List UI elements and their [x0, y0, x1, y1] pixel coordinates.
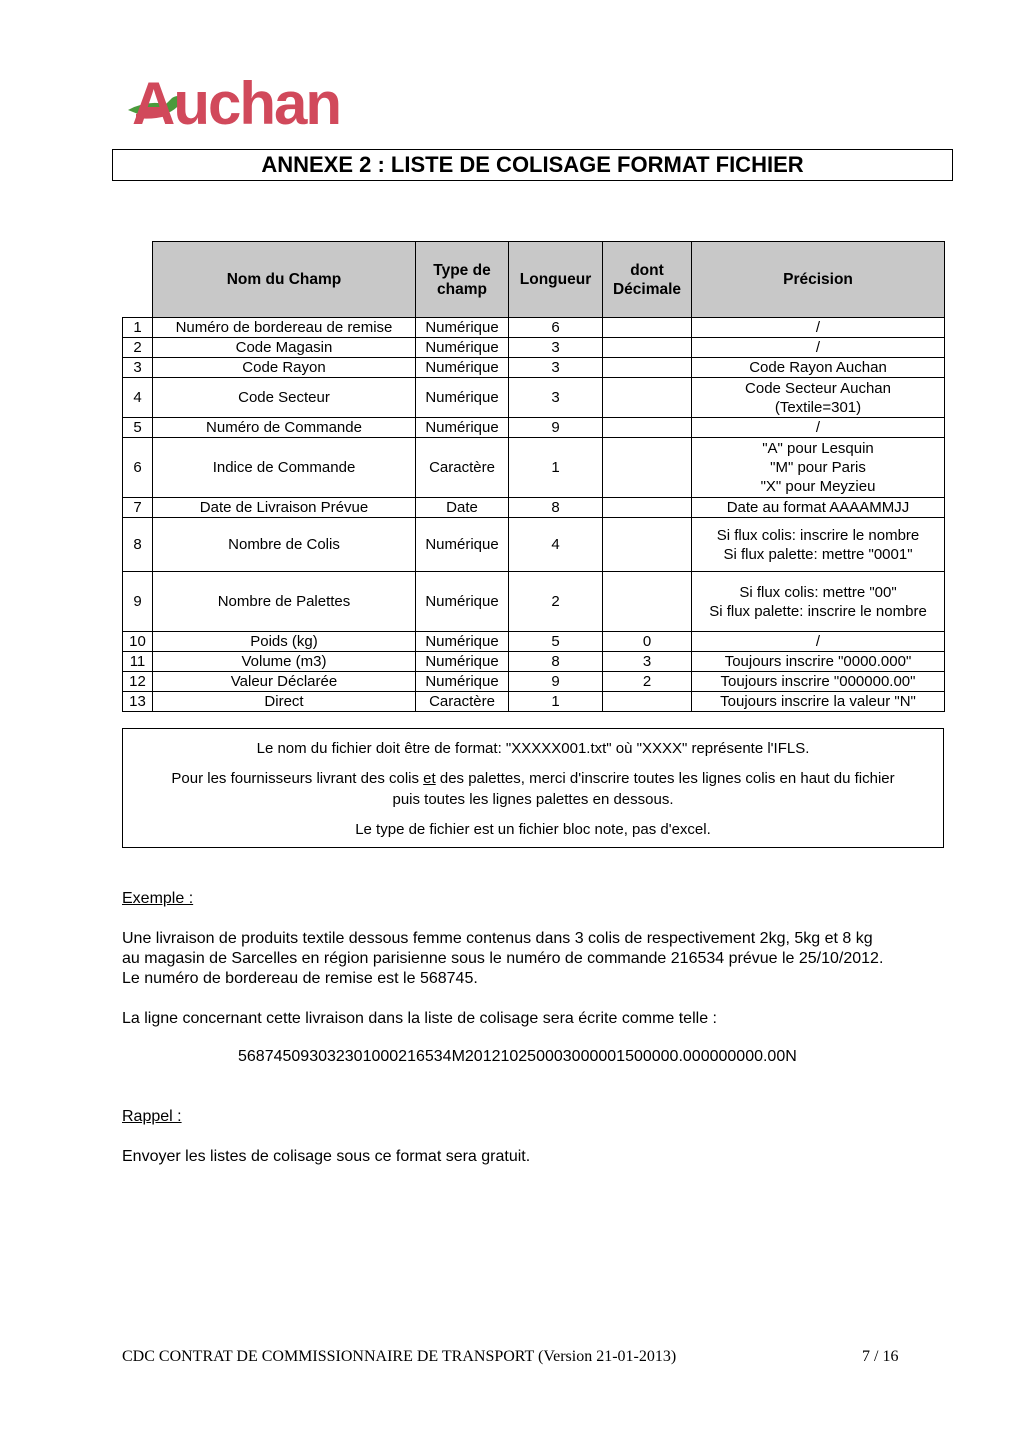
field-length: 3: [509, 338, 603, 358]
field-name: Numéro de bordereau de remise: [153, 318, 416, 338]
table-header-row: [123, 242, 945, 318]
field-decimal: 2: [603, 672, 692, 692]
field-decimal: [603, 318, 692, 338]
field-type: Numérique: [416, 378, 509, 418]
header-dont: dont Décimale: [603, 242, 692, 318]
field-precision: Toujours inscrire la valeur "N": [692, 692, 945, 712]
header-type: Type de champ: [416, 242, 509, 318]
logo-text: Auchan: [132, 70, 341, 130]
table-row: [123, 518, 945, 572]
exemple-intro: La ligne concernant cette livraison dans la liste de colisage sera écrite comme telle :: [122, 1010, 717, 1027]
table-row: [123, 338, 945, 358]
row-number: 1: [123, 318, 153, 338]
header-longueur: Longueur: [509, 242, 603, 318]
field-type: Numérique: [416, 518, 509, 572]
field-decimal: 3: [603, 652, 692, 672]
field-type: Numérique: [416, 672, 509, 692]
field-spec-table: [122, 241, 945, 712]
table-row: [123, 418, 945, 438]
field-precision: /: [692, 632, 945, 652]
field-type: Numérique: [416, 652, 509, 672]
note-line-4: Le type de fichier est un fichier bloc note, pas d'excel.: [355, 821, 711, 838]
field-decimal: [603, 518, 692, 572]
note-line-2: Pour les fournisseurs livrant des colis et des palettes, merci d'inscrire toutes les lignes colis en haut du fichier: [171, 770, 895, 787]
header-precision: Précision: [692, 242, 945, 318]
field-precision: Date au format AAAAMMJJ: [692, 498, 945, 518]
field-type: Numérique: [416, 318, 509, 338]
field-precision: Toujours inscrire "0000.000": [692, 652, 945, 672]
field-name: Date de Livraison Prévue: [153, 498, 416, 518]
table-row: [123, 632, 945, 652]
field-precision: "A" pour Lesquin "M" pour Paris "X" pour Meyzieu: [692, 438, 945, 498]
field-type: Date: [416, 498, 509, 518]
field-decimal: [603, 338, 692, 358]
exemple-paragraph: Une livraison de produits textile dessous femme contenus dans 3 colis de respectivement 2kg, 5kg et 8 kg au magasin de Sarcelles en région parisienne sous le numéro de commande 216534 prévue le 25/10/2012. Le numéro de bordereau de remise est le 568745.: [122, 930, 884, 987]
row-number: 8: [123, 518, 153, 572]
field-length: 8: [509, 498, 603, 518]
table-row: [123, 438, 945, 498]
table-row: [123, 498, 945, 518]
field-name: Volume (m3): [153, 652, 416, 672]
note-line-3: puis toutes les lignes palettes en dessous.: [392, 791, 674, 808]
field-name: Code Magasin: [153, 338, 416, 358]
field-decimal: [603, 498, 692, 518]
row-number: 3: [123, 358, 153, 378]
table-row: [123, 652, 945, 672]
page-title: ANNEXE 2 : LISTE DE COLISAGE FORMAT FICHIER: [112, 149, 953, 181]
field-name: Code Secteur: [153, 378, 416, 418]
field-name: Nombre de Colis: [153, 518, 416, 572]
field-type: Numérique: [416, 358, 509, 378]
field-precision: Si flux colis: mettre "00" Si flux palette: inscrire le nombre: [692, 572, 945, 632]
field-length: 3: [509, 358, 603, 378]
row-number: 7: [123, 498, 153, 518]
field-length: 5: [509, 632, 603, 652]
field-length: 8: [509, 652, 603, 672]
table-row: [123, 672, 945, 692]
field-decimal: [603, 418, 692, 438]
rappel-text: Envoyer les listes de colisage sous ce format sera gratuit.: [122, 1148, 531, 1165]
table-row: [123, 378, 945, 418]
field-name: Valeur Déclarée: [153, 672, 416, 692]
field-decimal: [603, 358, 692, 378]
row-number: 6: [123, 438, 153, 498]
field-precision: Code Rayon Auchan: [692, 358, 945, 378]
field-decimal: 0: [603, 632, 692, 652]
field-name: Numéro de Commande: [153, 418, 416, 438]
field-precision: Code Secteur Auchan (Textile=301): [692, 378, 945, 418]
field-precision: /: [692, 418, 945, 438]
field-type: Numérique: [416, 632, 509, 652]
field-length: 6: [509, 318, 603, 338]
field-precision: /: [692, 338, 945, 358]
field-name: Code Rayon: [153, 358, 416, 378]
header-blank: [123, 242, 153, 318]
row-number: 12: [123, 672, 153, 692]
field-name: Poids (kg): [153, 632, 416, 652]
field-name: Nombre de Palettes: [153, 572, 416, 632]
auchan-logo: [126, 70, 358, 130]
field-precision: Si flux colis: inscrire le nombre Si flux palette: mettre "0001": [692, 518, 945, 572]
row-number: 9: [123, 572, 153, 632]
field-length: 4: [509, 518, 603, 572]
field-length: 9: [509, 418, 603, 438]
row-number: 2: [123, 338, 153, 358]
field-length: 1: [509, 438, 603, 498]
exemple-heading: Exemple :: [122, 890, 194, 907]
field-name: Direct: [153, 692, 416, 712]
field-type: Numérique: [416, 572, 509, 632]
rappel-heading: Rappel :: [122, 1108, 182, 1125]
field-length: 2: [509, 572, 603, 632]
field-length: 3: [509, 378, 603, 418]
field-name: Indice de Commande: [153, 438, 416, 498]
field-length: 9: [509, 672, 603, 692]
field-decimal: [603, 378, 692, 418]
field-type: Numérique: [416, 338, 509, 358]
field-precision: Toujours inscrire "000000.00": [692, 672, 945, 692]
file-format-note: [122, 728, 944, 848]
field-decimal: [603, 572, 692, 632]
field-decimal: [603, 692, 692, 712]
field-type: Numérique: [416, 418, 509, 438]
page-number: 7 / 16: [862, 1348, 899, 1365]
table-row: [123, 358, 945, 378]
table-row: [123, 692, 945, 712]
row-number: 11: [123, 652, 153, 672]
row-number: 13: [123, 692, 153, 712]
header-nom: Nom du Champ: [153, 242, 416, 318]
field-type: Caractère: [416, 438, 509, 498]
field-precision: /: [692, 318, 945, 338]
row-number: 4: [123, 378, 153, 418]
footer-title: CDC CONTRAT DE COMMISSIONNAIRE DE TRANSPORT (Version 21-01-2013): [122, 1348, 677, 1365]
note-line-1: Le nom du fichier doit être de format: "XXXXX001.txt" où "XXXX" représente l'IFLS.: [256, 740, 810, 757]
table-row: [123, 572, 945, 632]
row-number: 5: [123, 418, 153, 438]
table-row: [123, 318, 945, 338]
field-type: Caractère: [416, 692, 509, 712]
field-decimal: [603, 438, 692, 498]
exemple-code-line: 568745093032301000216534M201210250003000001500000.000000000.00N: [238, 1048, 797, 1065]
row-number: 10: [123, 632, 153, 652]
field-length: 1: [509, 692, 603, 712]
